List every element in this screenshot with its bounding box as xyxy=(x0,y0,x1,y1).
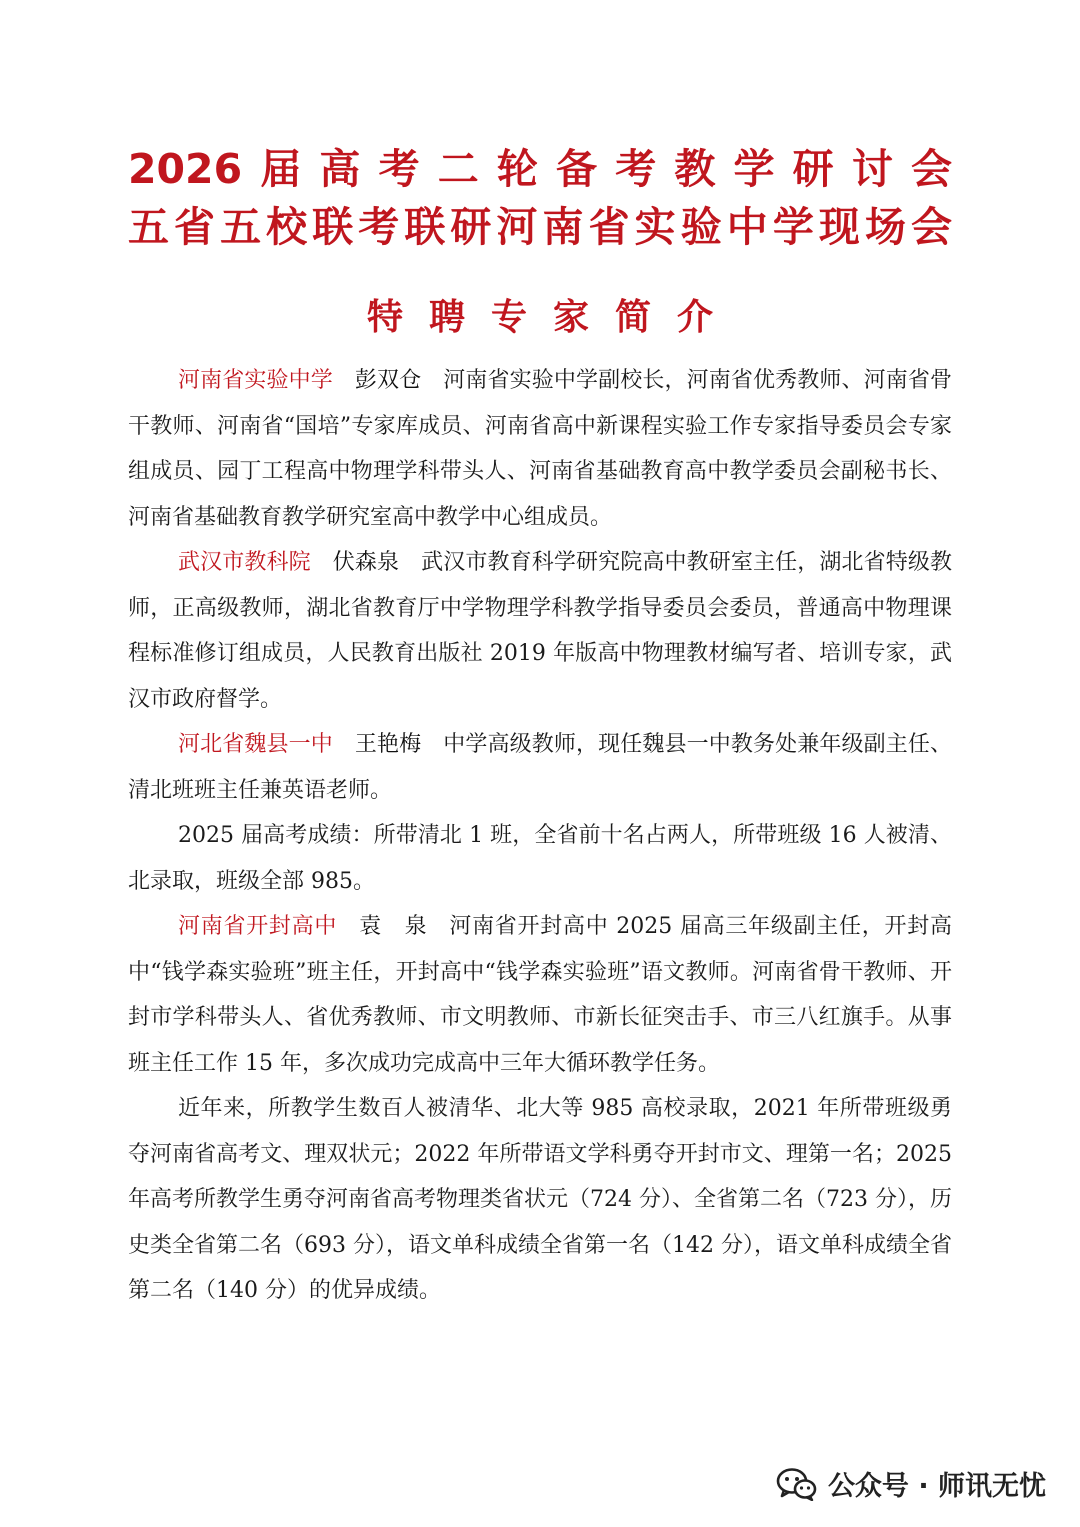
expert-org: 河北省魏县一中 xyxy=(178,732,333,757)
wechat-icon xyxy=(776,1467,818,1501)
expert-bio: 河南省实验中学副校长，河南省优秀教师、河南省骨干教师、河南省“国培”专家库成员、河南省高中新课程实验工作专家指导委员会专家组成员、园丁工程高中物理学科带头人、河南省基础教育高中教学委员会副秘书长、河南省基础教育教学研究室高中教学中心组成员。 xyxy=(128,368,952,530)
expert-achievements: 2025 届高考成绩：所带清北 1 班，全省前十名占两人，所带班级 16 人被清、北录取，班级全部 985。 xyxy=(128,823,952,894)
section-subtitle: 特聘专家简介 xyxy=(366,297,739,338)
expert-name: 袁 泉 xyxy=(359,914,428,939)
expert-bio: 中学高级教师，现任魏县一中教务处兼年级副主任、清北班班主任兼英语老师。 xyxy=(128,732,952,803)
expert-entry xyxy=(128,904,952,1086)
expert-bio: 河南省开封高中 2025 届高三年级副主任，开封高中“钱学森实验班”班主任，开封高中“钱学森实验班”语文教师。河南省骨干教师、开封市学科带头人、省优秀教师、市文明教师、市新长征突击手、市三八红旗手。从事班主任工作 15 年，多次成功完成高中三年大循环教学任务。 xyxy=(128,914,952,1076)
expert-list xyxy=(128,358,952,1314)
expert-name: 彭双仓 xyxy=(354,368,422,393)
expert-bio: 武汉市教育科学研究院高中教研室主任，湖北省特级教师，正高级教师，湖北省教育厅中学物理学科教学指导委员会委员，普通高中物理课程标准修订组成员，人民教育出版社 2019 年版高中物理教材编写者、培训专家，武汉市政府督学。 xyxy=(128,550,952,712)
expert-entry xyxy=(128,358,952,540)
expert-entry xyxy=(128,722,952,813)
expert-org: 河南省开封高中 xyxy=(178,914,338,939)
wechat-watermark xyxy=(776,1464,1046,1503)
expert-org: 河南省实验中学 xyxy=(178,368,333,393)
title-line-2: 五省五校联考联研河南省实验中学现场会 xyxy=(128,203,952,251)
watermark-text: 公众号 · 师讯无忧 xyxy=(827,1471,1046,1502)
expert-achievements: 近年来，所教学生数百人被清华、北大等 985 高校录取，2021 年所带班级勇夺河南省高考文、理双状元；2022 年所带语文学科勇夺开封市文、理第一名；2025 年高考所教学生勇夺河南省高考物理类省状元（724 分）、全省第二名（723 分），历史类全省第二名（693 分），语文单科成绩全省第一名（142 分），语文单科成绩全省第二名（140 分）的优异成绩。 xyxy=(128,1096,952,1303)
title-line-1: 2026届高考二轮备考教学研讨会 xyxy=(128,145,952,193)
document-title xyxy=(128,140,952,256)
expert-name: 王艳梅 xyxy=(354,732,422,757)
expert-org: 武汉市教科院 xyxy=(178,550,311,575)
expert-entry xyxy=(128,540,952,722)
expert-name: 伏森泉 xyxy=(332,550,400,575)
